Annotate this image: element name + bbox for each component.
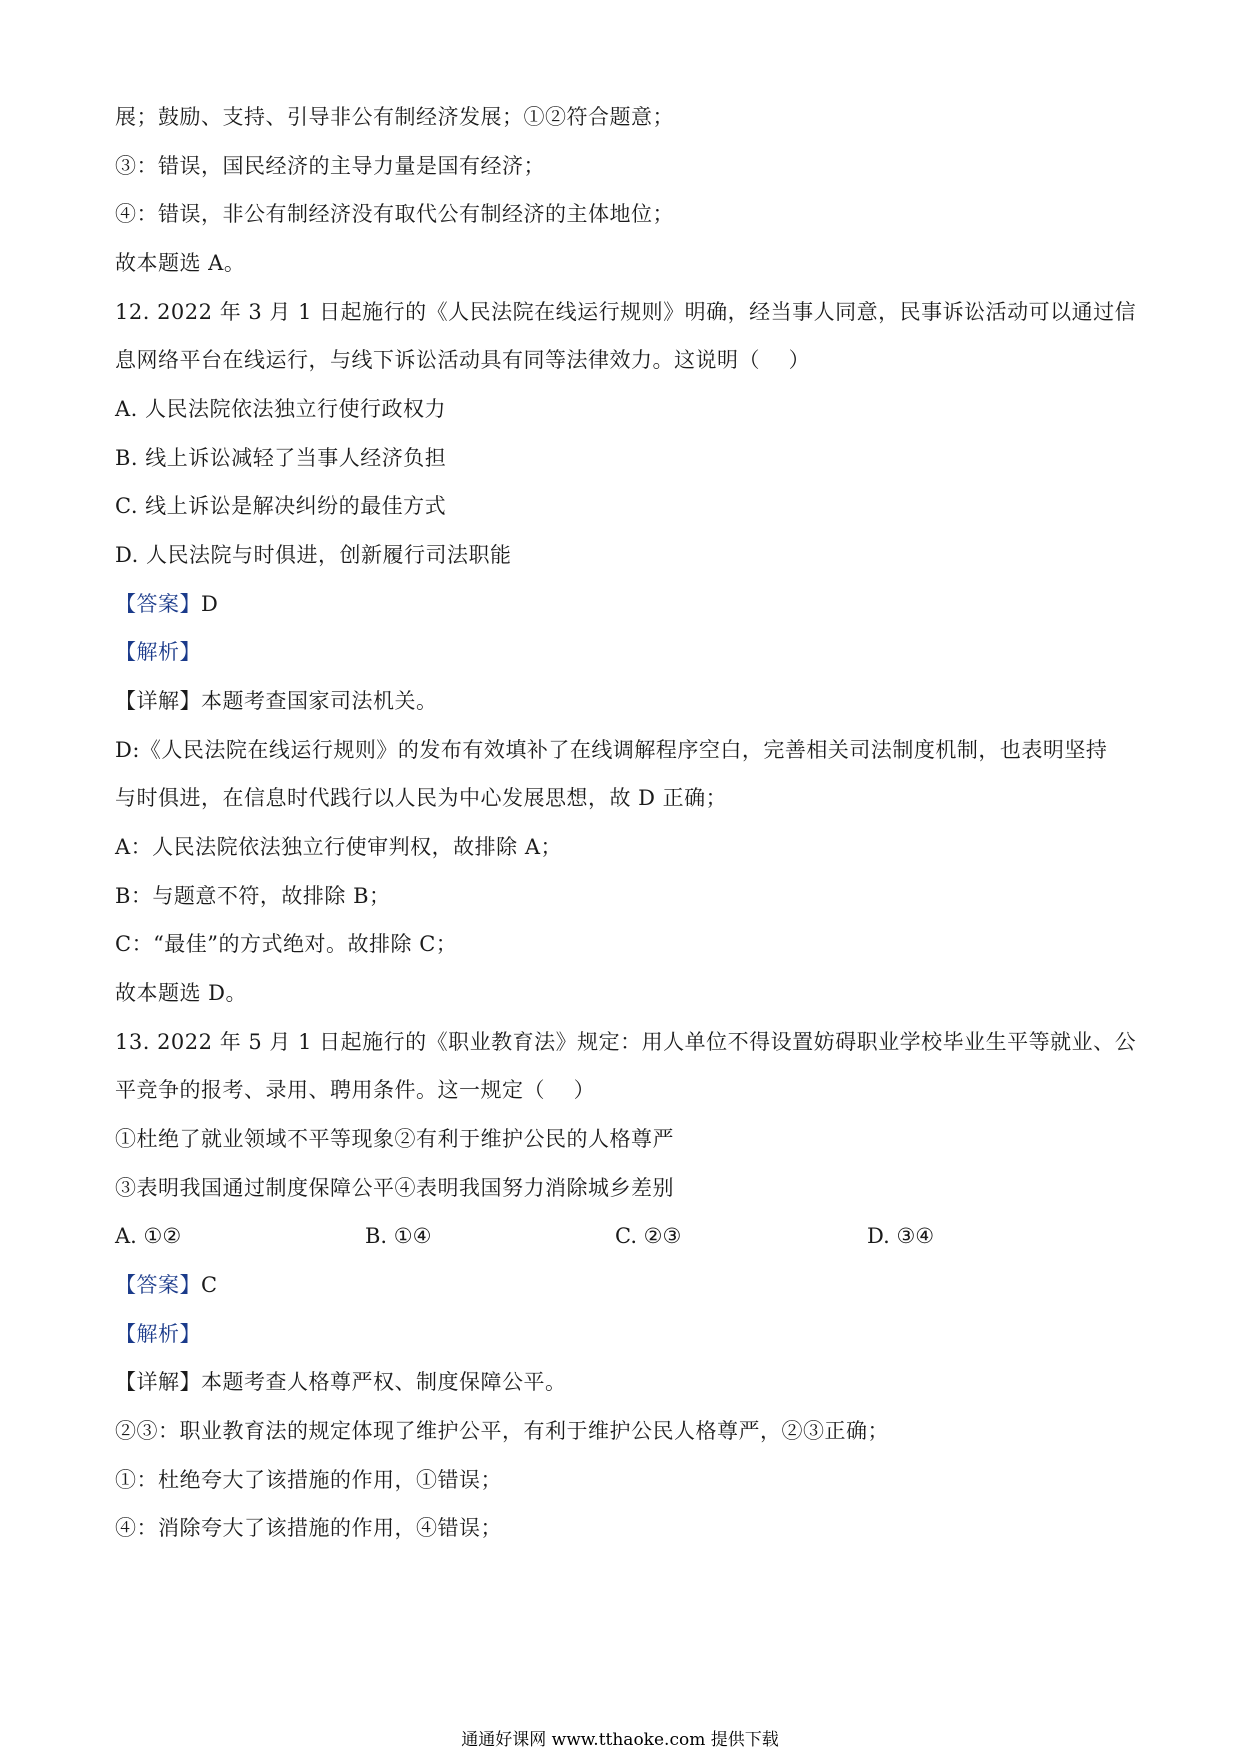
analysis-label: 【解析】 (115, 1322, 201, 1346)
text-line: ④：错误，非公有制经济没有取代公有制经济的主体地位； (115, 202, 674, 226)
question-12-stem: 12. 2022 年 3 月 1 日起施行的《人民法院在线运行规则》明确，经当事人同意，民事诉讼活动可以通过信 (115, 300, 1137, 324)
text-line: D:《人民法院在线运行规则》的发布有效填补了在线调解程序空白，完善相关司法制度机制，也表明坚持 (115, 738, 1108, 762)
text-line: 故本题选 D。 (115, 981, 248, 1005)
answer-label: 【答案】 (115, 592, 201, 616)
text-line: A：人民法院依法独立行使审判权，故排除 A； (115, 835, 563, 859)
question-13-option-a: A. ①② (115, 1224, 182, 1248)
question-13-detail: 【详解】本题考查人格尊严权、制度保障公平。 (115, 1370, 567, 1394)
answer-value: C (201, 1273, 218, 1297)
text-line: 与时俱进，在信息时代践行以人民为中心发展思想，故 D 正确； (115, 786, 728, 810)
question-13-option-d: D. ③④ (867, 1224, 935, 1248)
question-12-stem-cont: 息网络平台在线运行，与线下诉讼活动具有同等法律效力。这说明（ ） (115, 348, 811, 372)
question-12-analysis-heading (115, 638, 201, 666)
question-12-option-b: B. 线上诉讼减轻了当事人经济负担 (115, 446, 447, 470)
text-line: 故本题选 A。 (115, 251, 246, 275)
question-13-statements-2: ③表明我国通过制度保障公平④表明我国努力消除城乡差别 (115, 1176, 674, 1200)
page-footer[interactable]: 通通好课网 www.tthaoke.com 提供下载 (461, 1730, 779, 1750)
question-13-analysis-heading (115, 1320, 201, 1348)
text-line: C：“最佳”的方式绝对。故排除 C； (115, 932, 458, 956)
question-13-option-b: B. ①④ (365, 1224, 432, 1248)
question-13-stem-cont: 平竞争的报考、录用、聘用条件。这一规定（ ） (115, 1078, 596, 1102)
text-line: ①：杜绝夸大了该措施的作用，①错误； (115, 1468, 502, 1492)
question-13-options (115, 1222, 1015, 1250)
question-13-statements-1: ①杜绝了就业领域不平等现象②有利于维护公民的人格尊严 (115, 1127, 674, 1151)
question-13-option-c: C. ②③ (615, 1224, 682, 1248)
question-12-option-a: A. 人民法院依法独立行使行政权力 (115, 397, 447, 421)
question-12-detail: 【详解】本题考查国家司法机关。 (115, 689, 438, 713)
question-12-answer (115, 590, 218, 618)
text-line: ②③：职业教育法的规定体现了维护公平，有利于维护公民人格尊严，②③正确； (115, 1419, 889, 1443)
analysis-label: 【解析】 (115, 640, 201, 664)
text-line: B：与题意不符，故排除 B； (115, 884, 391, 908)
text-line: 展；鼓励、支持、引导非公有制经济发展；①②符合题意； (115, 105, 674, 129)
text-line: ④：消除夸大了该措施的作用，④错误； (115, 1516, 502, 1540)
text-line: ③：错误，国民经济的主导力量是国有经济； (115, 154, 545, 178)
question-12-option-c: C. 线上诉讼是解决纠纷的最佳方式 (115, 494, 447, 518)
question-13-answer (115, 1271, 218, 1299)
question-12-option-d: D. 人民法院与时俱进，创新履行司法职能 (115, 543, 512, 567)
answer-label: 【答案】 (115, 1273, 201, 1297)
answer-value: D (201, 592, 219, 616)
question-13-stem: 13. 2022 年 5 月 1 日起施行的《职业教育法》规定：用人单位不得设置妨碍职业学校毕业生平等就业、公 (115, 1030, 1137, 1054)
